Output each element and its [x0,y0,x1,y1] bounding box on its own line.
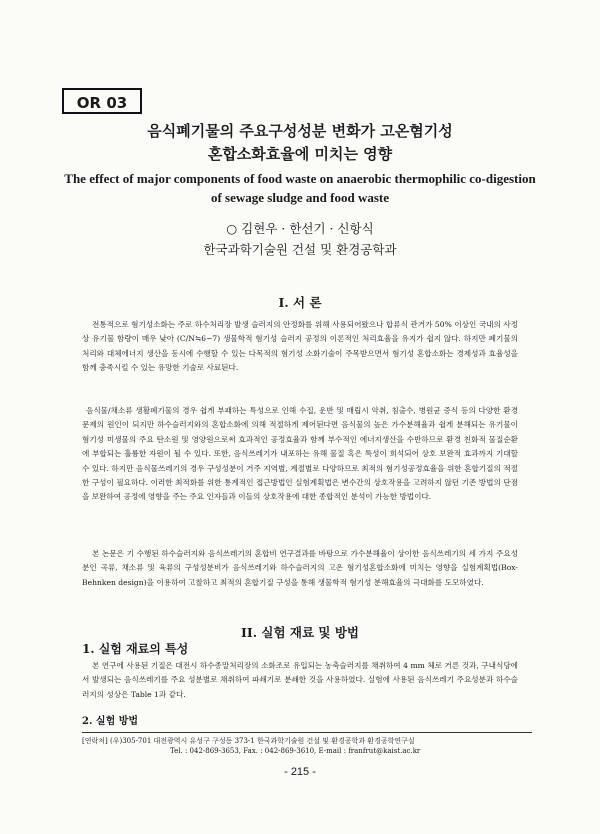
subsection-methods-heading: 2. 실험 방법 [82,716,139,727]
title-english-line2: of sewage sludge and food waste [210,190,390,205]
title-korean-line2: 혼합소화효율에 미치는 영향 [207,145,393,163]
materials-paragraph: 본 연구에 사용된 기질은 대전시 하수종말처리장의 소화조로 유입되는 농축슬러지를 채취하여 4 mm 체로 거른 것과, 구내식당에서 발생되는 음식쓰레기를 주요 성분별로 채취하여 파쇄기로 분쇄한 것을 사용하였다. 실험에 사용된 음식쓰레기 주요성분과 하수슬러지의 성상은 Table 1과 같다. [82,661,518,699]
page-number: - 215 - [284,766,316,778]
paper-code-box: OR 03 [62,88,142,114]
author-list: ○ 김현우 · 한선기 · 신항식 [226,221,374,236]
subsection-materials-heading: 1. 실험 재료의 특성 [82,642,189,656]
section-introduction-heading: I. 서 론 [278,295,322,310]
affiliation: 한국과학기술원 건설 및 환경공학과 [203,242,397,257]
contact-footnote [82,732,532,756]
section-methods-heading: II. 실험 재료 및 방법 [241,625,359,640]
intro-paragraph-2: 음식물/채소류 생활폐기물의 경우 쉽게 부패하는 특성으로 인해 수집, 운반 및 매립시 악취, 침출수, 병원균 증식 등의 다양한 환경문제의 원인이 되지만 하수슬러지와의 혼합소화에 의해 적절하게 제어된다면 음식물의 높은 가수분해율과 쉽게 분해되는 유기물이 혐기성 미생물의 주요 탄소원 및 영양원으로써 효과적인 공정효율과 함께 부수적인 에너지생산을 수반하므로 환경 친화적 물질순환에 부합되는 훌륭한 자원이 될 수 있다. 또한, 음식쓰레기가 내포하는 유해 물질 혹은 특성이 희석되어 상호 보완적 효과까지 기대할 수 있다. 하지만 음식물쓰레기의 경우 구성성분이 거주 지역별, 계절별로 다양하므로 최적의 혐기성공정효율을 위한 혼합기질의 적절한 구성이 필요하다. 이러한 최적화를 위한 통계적인 접근방법인 실험계획법은 변수간의 상호작용을 고려하지 않던 기존 방법의 단점을 보완하여 공정에 영향을 주는 주요 인자들과 이들의 상호작용에 대한 종합적인 분석이 가능한 방법이다. [82,406,518,502]
intro-paragraph-3: 본 논문은 기 수행된 하수슬러지와 음식쓰레기의 혼합비 연구결과를 바탕으로 가수분해율이 상이한 음식쓰레기의 세 가지 주요성분인 곡류, 채소류 및 육류의 구성성분비가 음식쓰레기와 하수슬러지의 고온 혐기성혼합소화에 미치는 영향을 실험계획법(Box-Behnken design)을 이용하여 고찰하고 최적의 혼합기질 구성을 통해 생물학적 혐기성 분해효율의 극대화를 도모하였다. [82,549,518,587]
footnote-contact: Tel. : 042-869-3653, Fax. : 042-869-3610, E-mail : franfrut@kaist.ac.kr [170,747,421,755]
title-korean-line1: 음식폐기물의 주요구성성분 변화가 고온혐기성 [147,122,453,140]
footnote-address: [연락처] (우)305-701 대전광역시 유성구 구성동 373-1 한국과학기술원 건설 및 환경공학과 환경공학연구실 [82,737,415,745]
title-english-line1: The effect of major components of food waste on anaerobic thermophilic co-digestion [64,171,536,186]
intro-paragraph-1: 전통적으로 혐기성소화는 주로 하수처리장 발생 슬러지의 안정화를 위해 사용되어왔으나 합류식 관거가 50% 이상인 국내의 사정상 유기물 함량이 매우 낮아 (C/N≒6~7) 생물학적 혐기성 슬러지 공정의 이론적인 처리효율을 유지가 쉽지 않다. 하지만 폐기물의 처리와 대체에너지 생산을 동시에 수행할 수 있는 다목적의 혐기성 소화기술이 주목받으면서 혐기성 혼합소화는 경제성과 효율성을 함께 충족시킬 수 있는 유망한 기술로 사료된다. [82,320,518,373]
